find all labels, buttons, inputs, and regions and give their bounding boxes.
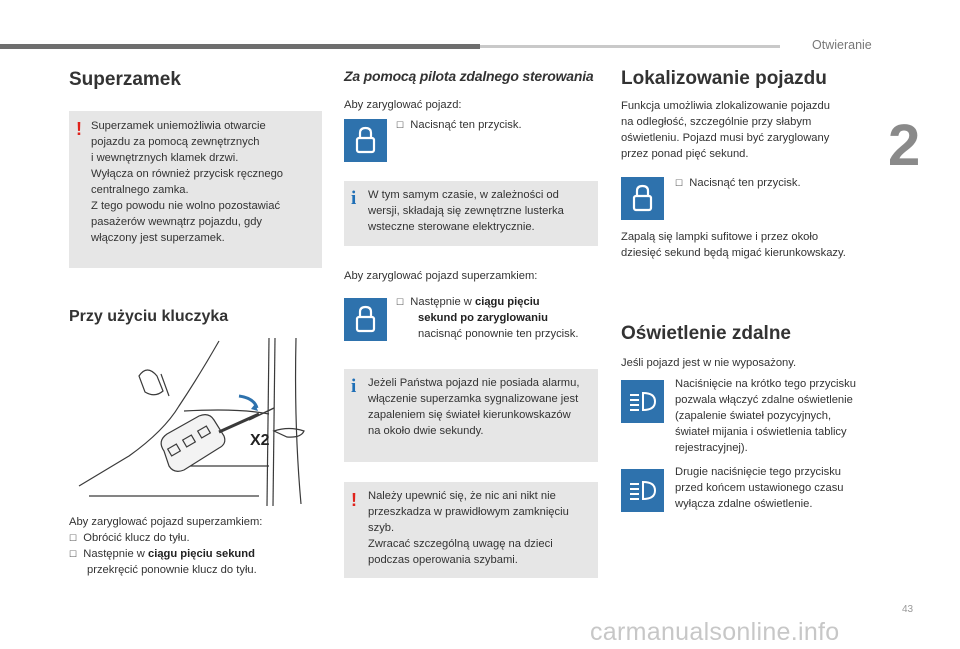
bullet-icon: ☐ bbox=[675, 178, 684, 188]
lock-button-icon-2 bbox=[344, 298, 387, 341]
lock-button-icon-3 bbox=[621, 177, 664, 220]
warning-text: Superzamek uniemożliwia otwarcie pojazdu za pomocą zewnętrznych i wewnętrznych klamek drzwi. Wyłącza on również przycisk ręcznego centralnego zamka. Z tego powodu nie wolno pozostawiać pasażerów wewnątrz pojazdu, gdy włączony jest superzamek. bbox=[91, 120, 284, 244]
info-icon: i bbox=[351, 376, 357, 397]
headlight-button-icon-2 bbox=[621, 469, 664, 512]
info-icon: i bbox=[351, 188, 357, 209]
info-box-alarm bbox=[344, 369, 598, 462]
remote-lighting-2: Drugie naciśnięcie tego przycisku przed końcem ustawionego czasu wyłącza zdalne oświetlenie. bbox=[675, 466, 844, 510]
key-instructions: Aby zaryglować pojazd superzamkiem: ☐ Obrócić klucz do tyłu. ☐ Następnie w ciągu pięciu sekund przekręcić ponownie klucz do tyłu. bbox=[69, 516, 263, 576]
header-bar bbox=[0, 44, 480, 49]
locate-desc: Funkcja umożliwia zlokalizowanie pojazdu na odległość, szczególnie przy słabym oświetleniu. Pojazd musi być zaryglowany przez ponad pięć sekund. bbox=[621, 100, 830, 160]
header-bar-light bbox=[480, 45, 780, 48]
headlight-button-icon bbox=[621, 380, 664, 423]
remote-step1: ☐ Nacisnąć ten przycisk. bbox=[396, 119, 522, 131]
page-number: 43 bbox=[902, 604, 914, 615]
key-illustration bbox=[69, 336, 322, 506]
superzamek-title: Superzamek bbox=[69, 69, 181, 90]
lock-button-icon bbox=[344, 119, 387, 162]
bullet-icon: ☐ bbox=[396, 120, 405, 130]
section-title: Otwieranie bbox=[812, 38, 872, 52]
warning-icon: ! bbox=[351, 490, 357, 510]
remote-lighting-title: Oświetlenie zdalne bbox=[621, 323, 791, 344]
chapter-number: 2 bbox=[888, 113, 921, 178]
key-subtitle: Przy użyciu kluczyka bbox=[69, 308, 229, 325]
remote-title: Za pomocą pilota zdalnego sterowania bbox=[344, 68, 594, 84]
remote-lighting-1: Naciśnięcie na krótko tego przycisku pozwala włączyć zdalne oświetlenie (zapalenie świateł pozycyjnych, świateł mijania i oświetlenia tablicy rejestracyjnej). bbox=[675, 378, 856, 454]
bullet-icon: ☐ bbox=[396, 297, 405, 307]
info-text: W tym samym czasie, w zależności od wersji, składają się zewnętrzne lusterka wsteczne sterowane elektrycznie. bbox=[368, 189, 564, 233]
locate-result: Zapalą się lampki sufitowe i przez około dziesięć sekund będą migać kierunkowskazy. bbox=[621, 231, 846, 259]
locate-title: Lokalizowanie pojazdu bbox=[621, 68, 827, 89]
watermark: carmanualsonline.info bbox=[590, 618, 840, 646]
info-text: Jeżeli Państwa pojazd nie posiada alarmu, włączenie superzamka sygnalizowane jest zapaleniem się świateł kierunkowskazów na około dwie sekundy. bbox=[368, 377, 580, 437]
x2-label: X2 bbox=[250, 432, 270, 449]
bullet-icon: ☐ bbox=[69, 533, 78, 543]
bullet-icon: ☐ bbox=[69, 549, 78, 559]
warning-box-windows bbox=[344, 482, 598, 578]
locate-step: ☐ Nacisnąć ten przycisk. bbox=[675, 177, 801, 189]
warning-box-superzamek bbox=[69, 111, 322, 268]
remote-lighting-note: Jeśli pojazd jest w nie wyposażony. bbox=[621, 357, 797, 369]
info-box-mirrors bbox=[344, 181, 598, 246]
remote-step2: ☐ Następnie w ciągu pięciu sekund po zaryglowaniu nacisnąć ponownie ten przycisk. bbox=[396, 296, 579, 340]
warning-icon: ! bbox=[76, 119, 82, 139]
warning-text: Należy upewnić się, że nic ani nikt nie przeszkadza w prawidłowym zamknięciu szyb. Zwracać szczególną uwagę na dzieci podczas operowania szybami. bbox=[368, 490, 569, 566]
superlock-intro: Aby zaryglować pojazd superzamkiem: bbox=[344, 270, 538, 282]
remote-intro: Aby zaryglować pojazd: bbox=[344, 99, 462, 111]
